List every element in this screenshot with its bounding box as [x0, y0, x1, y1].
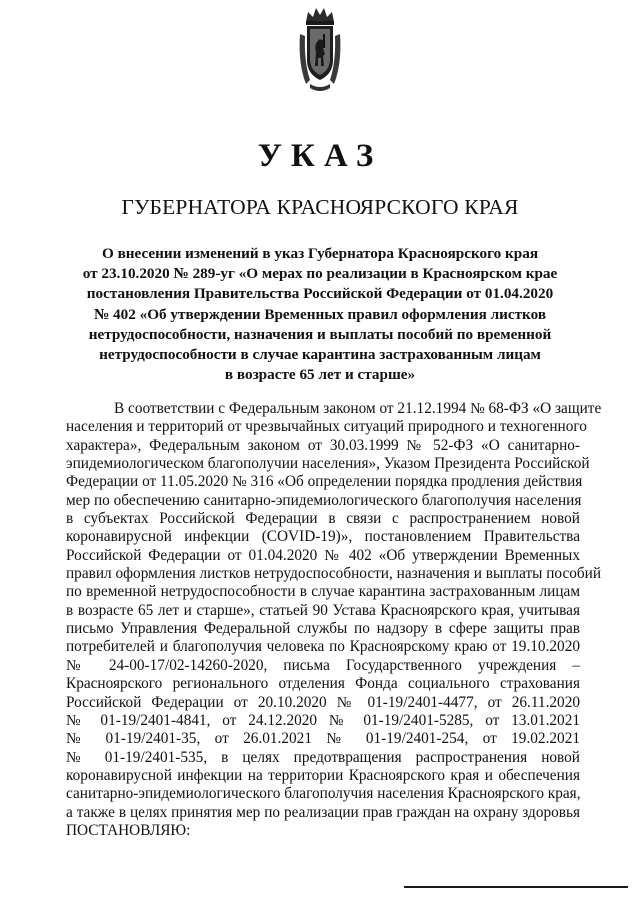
body-line: В соответствии с Федеральным законом от 21.12.1994 № 68-ФЗ «О защите [114, 400, 602, 417]
body-line: № 01-19/2401-535, в целях предотвращения распространения новой [66, 748, 580, 766]
body-line: характера», Федеральным законом от 30.03.1999 № 52-ФЗ «О санитарно- [66, 436, 580, 454]
document-heading [80, 244, 560, 385]
heading-line: нетрудоспособности, назначения и выплаты пособий по временной [88, 325, 552, 343]
body-line: населения и территорий от чрезвычайных ситуаций природного и техногенного [66, 418, 587, 436]
heading-line: № 402 «Об утверждении Временных правил оформления листков [93, 305, 547, 323]
body-line: эпидемиологическом благополучии населения», Указом Президента Российской [66, 455, 590, 473]
body-line: потребителей и благополучия человека по Красноярскому краю от 19.10.2020 [66, 638, 580, 656]
body-line: а также в целях принятия мер по реализации прав граждан на охрану здоровья [66, 803, 580, 821]
heading-line: нетрудоспособности в случае карантина застрахованным лицам [99, 346, 541, 364]
document-body [66, 400, 602, 840]
heading-line: от 23.10.2020 № 289-уг «О мерах по реализации в Красноярском крае [82, 265, 558, 283]
heading-line: постановления Правительства Российской Федерации от 01.04.2020 [86, 285, 554, 303]
body-line: коронавирусной инфекции на территории Красноярского края и обеспечения [66, 766, 580, 784]
document-subtitle: ГУБЕРНАТОРА КРАСНОЯРСКОГО КРАЯ [121, 195, 519, 219]
body-line: в субъектах Российской Федерации в связи с распространением новой [66, 510, 580, 528]
body-line: № 01-19/2401-35, от 26.01.2021 № 01-19/2401-254, от 19.02.2021 [66, 730, 580, 748]
body-line: в возрасте 65 лет и старше», статьей 90 Устава Красноярского края, учитывая [66, 601, 580, 619]
body-line: № 24-00-17/02-14260-2020, письма Государственного учреждения – [66, 656, 580, 674]
heading-line: О внесении изменений в указ Губернатора Красноярского края [101, 245, 539, 262]
body-line: ПОСТАНОВЛЯЮ: [66, 821, 191, 839]
body-line: мер по обеспечению санитарно-эпидемиологического благополучия населения [66, 491, 582, 509]
body-line: коронавирусной инфекции (COVID-19)», постановлением Правительства [66, 528, 580, 546]
body-line: Красноярского регионального отделения Фонда социального страхования [66, 675, 580, 693]
body-line: санитарно-эпидемиологического благополучия населения Красноярского края, [66, 785, 581, 803]
body-line: письмо Управления Федеральной службы по надзору в сфере защиты прав [66, 620, 580, 638]
body-line: № 01-19/2401-4841, от 24.12.2020 № 01-19/2401-5285, от 13.01.2021 [66, 711, 580, 729]
coat-of-arms-emblem [296, 4, 344, 94]
footer-rule [404, 886, 628, 888]
body-line: правил оформления листков нетрудоспособности, назначения и выплаты пособий [66, 565, 602, 583]
body-line: Федерации от 11.05.2020 № 316 «Об определении порядка продления действия [66, 473, 583, 491]
body-line: Российской Федерации от 01.04.2020 № 402 «Об утверждении Временных [66, 546, 580, 564]
body-line: по временной нетрудоспособности в случае карантина застрахованным лицам [66, 583, 580, 601]
body-line: Российской Федерации от 20.10.2020 № 01-19/2401-4477, от 26.11.2020 [66, 693, 580, 711]
heading-line: в возрасте 65 лет и старше» [224, 366, 416, 384]
document-title: УКАЗ [257, 138, 383, 174]
